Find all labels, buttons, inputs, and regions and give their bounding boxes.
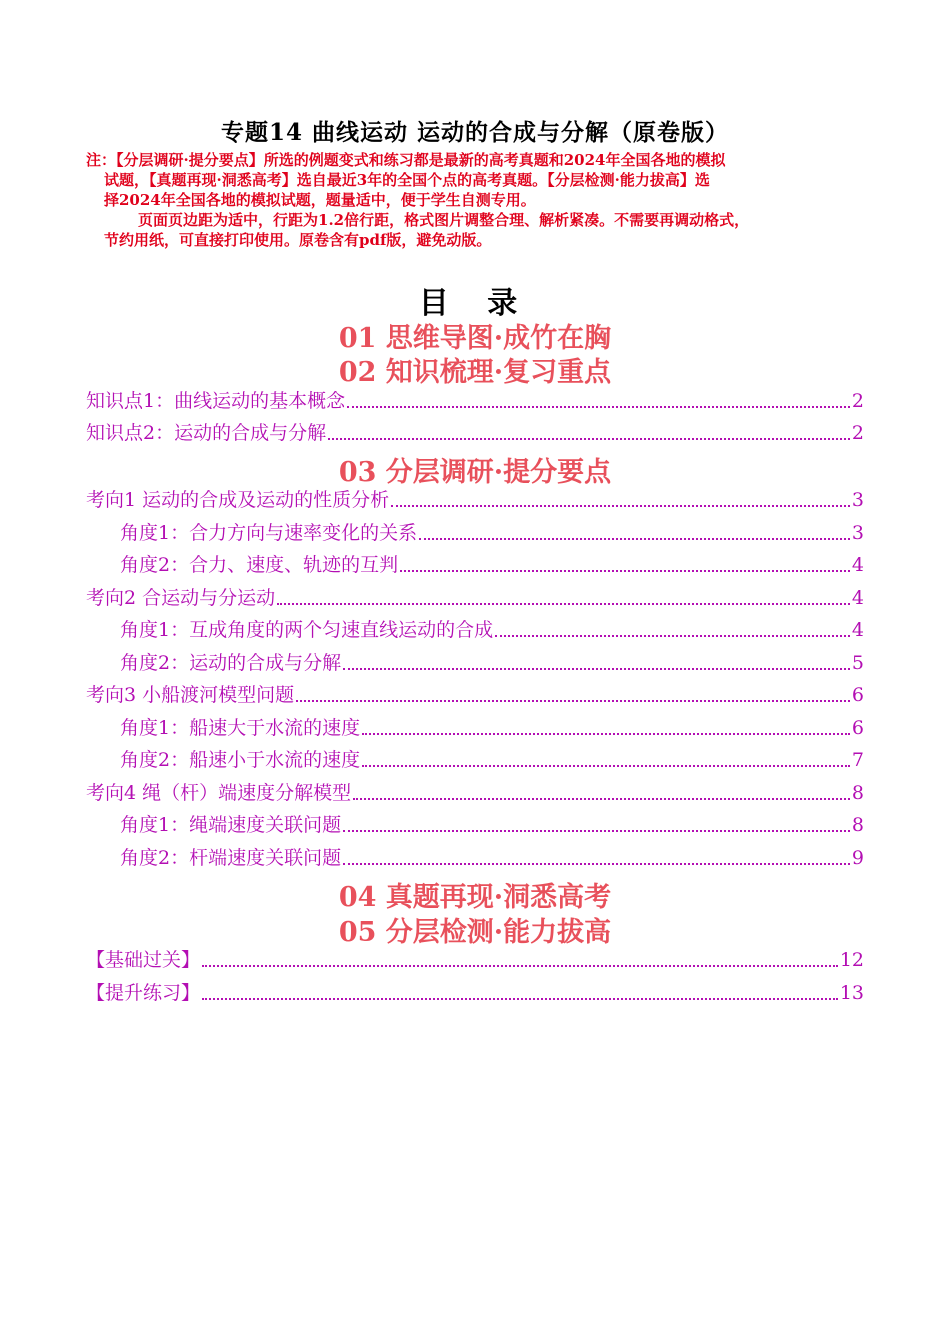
note-line: 注：【分层调研·提分要点】所选的例题变式和练习都是最新的高考真题和2024年全国各地的模拟: [86, 151, 726, 169]
toc-leader: [343, 668, 850, 670]
toc-entry-text: 角度1：绳端速度关联问题: [120, 814, 342, 836]
toc-leader: [362, 733, 850, 735]
toc-entry-text: 角度1：船速大于水流的速度: [120, 717, 361, 739]
toc-entry[interactable]: [86, 485, 864, 513]
toc-entry-page: 3: [851, 522, 864, 544]
toc-leader: [419, 538, 850, 540]
toc-entry[interactable]: [120, 745, 864, 773]
toc-leader: [202, 998, 838, 1000]
toc-entry-page: 12: [839, 949, 864, 971]
toc-leader: [277, 603, 850, 605]
toc-entry-text: 角度1：互成角度的两个匀速直线运动的合成: [120, 619, 494, 641]
toc-entry-text: 角度2：船速小于水流的速度: [120, 749, 361, 771]
toc-entry-page: 8: [851, 782, 864, 804]
toc-entry-text: 角度2：运动的合成与分解: [120, 652, 342, 674]
toc-entry-page: 9: [851, 847, 864, 869]
section-heading-02: 02 知识梳理·复习重点: [338, 357, 612, 388]
toc-leader: [296, 700, 850, 702]
toc-leader: [328, 438, 850, 440]
toc-entry-page: 7: [851, 749, 864, 771]
section-heading-03: 03 分层调研·提分要点: [338, 457, 612, 488]
toc-entry-text: 角度1：合力方向与速率变化的关系: [120, 522, 418, 544]
toc-leader: [353, 798, 850, 800]
toc-entry-page: 6: [851, 684, 864, 706]
toc-heading: 目 录: [418, 286, 532, 321]
section-heading-05: 05 分层检测·能力拔高: [338, 917, 612, 948]
toc-entry-text: 角度2：杆端速度关联问题: [120, 847, 342, 869]
toc-leader: [202, 965, 838, 967]
toc-entry-text: 考向4 绳（杆）端速度分解模型: [86, 782, 352, 804]
toc-entry-text: 考向2 合运动与分运动: [86, 587, 276, 609]
note-line: 择2024年全国各地的模拟试题，题量适中，便于学生自测专用。: [104, 191, 536, 209]
toc-entry-page: 4: [851, 587, 864, 609]
toc-leader: [362, 765, 850, 767]
toc-entry-page: 4: [851, 554, 864, 576]
toc-entry-page: 13: [839, 982, 864, 1004]
toc-leader: [391, 505, 850, 507]
toc-entry[interactable]: [86, 945, 864, 973]
toc-leader: [400, 570, 850, 572]
toc-entry-page: 8: [851, 814, 864, 836]
toc-leader: [347, 406, 850, 408]
section-heading-04: 04 真题再现·洞悉高考: [338, 882, 612, 913]
toc-entry[interactable]: [120, 648, 864, 676]
section-heading-01: 01 思维导图·成竹在胸: [338, 323, 612, 354]
note-line: 页面页边距为适中，行距为1.2倍行距，格式图片调整合理、解析紧凑。不需要再调动格式，: [138, 211, 750, 229]
toc-entry-page: 3: [851, 489, 864, 511]
toc-entry[interactable]: [86, 680, 864, 708]
toc-leader: [343, 863, 850, 865]
toc-entry-text: 考向3 小船渡河模型问题: [86, 684, 295, 706]
toc-entry-text: 考向1 运动的合成及运动的性质分析: [86, 489, 390, 511]
note-line: 试题，【真题再现·洞悉高考】选自最近3年的全国个点的高考真题。【分层检测·能力拔高】选: [104, 171, 710, 189]
toc-entry-text: 【提升练习】: [86, 982, 201, 1004]
toc-entry[interactable]: [86, 418, 864, 446]
toc-entry[interactable]: [86, 778, 864, 806]
toc-entry-page: 2: [851, 422, 864, 444]
toc-entry-page: 6: [851, 717, 864, 739]
toc-leader: [495, 635, 850, 637]
toc-entry[interactable]: [120, 843, 864, 871]
toc-entry-text: 【基础过关】: [86, 949, 201, 971]
toc-entry-text: 知识点2：运动的合成与分解: [86, 422, 327, 444]
note-block: [86, 150, 866, 250]
note-line: 节约用纸，可直接打印使用。原卷含有pdf版，避免动版。: [104, 231, 492, 249]
toc-leader: [343, 830, 850, 832]
toc-entry-text: 角度2：合力、速度、轨迹的互判: [120, 554, 399, 576]
toc-entry[interactable]: [86, 583, 864, 611]
document-title: 专题14 曲线运动 运动的合成与分解（原卷版）: [220, 119, 730, 146]
toc-entry[interactable]: [120, 810, 864, 838]
toc-entry[interactable]: [86, 386, 864, 414]
toc-entry[interactable]: [120, 713, 864, 741]
toc-entry-page: 5: [851, 652, 864, 674]
toc-entry-text: 知识点1：曲线运动的基本概念: [86, 390, 346, 412]
toc-entry[interactable]: [120, 615, 864, 643]
toc-entry[interactable]: [120, 550, 864, 578]
toc-entry[interactable]: [120, 518, 864, 546]
toc-entry-page: 2: [851, 390, 864, 412]
toc-entry-page: 4: [851, 619, 864, 641]
toc-entry[interactable]: [86, 978, 864, 1006]
